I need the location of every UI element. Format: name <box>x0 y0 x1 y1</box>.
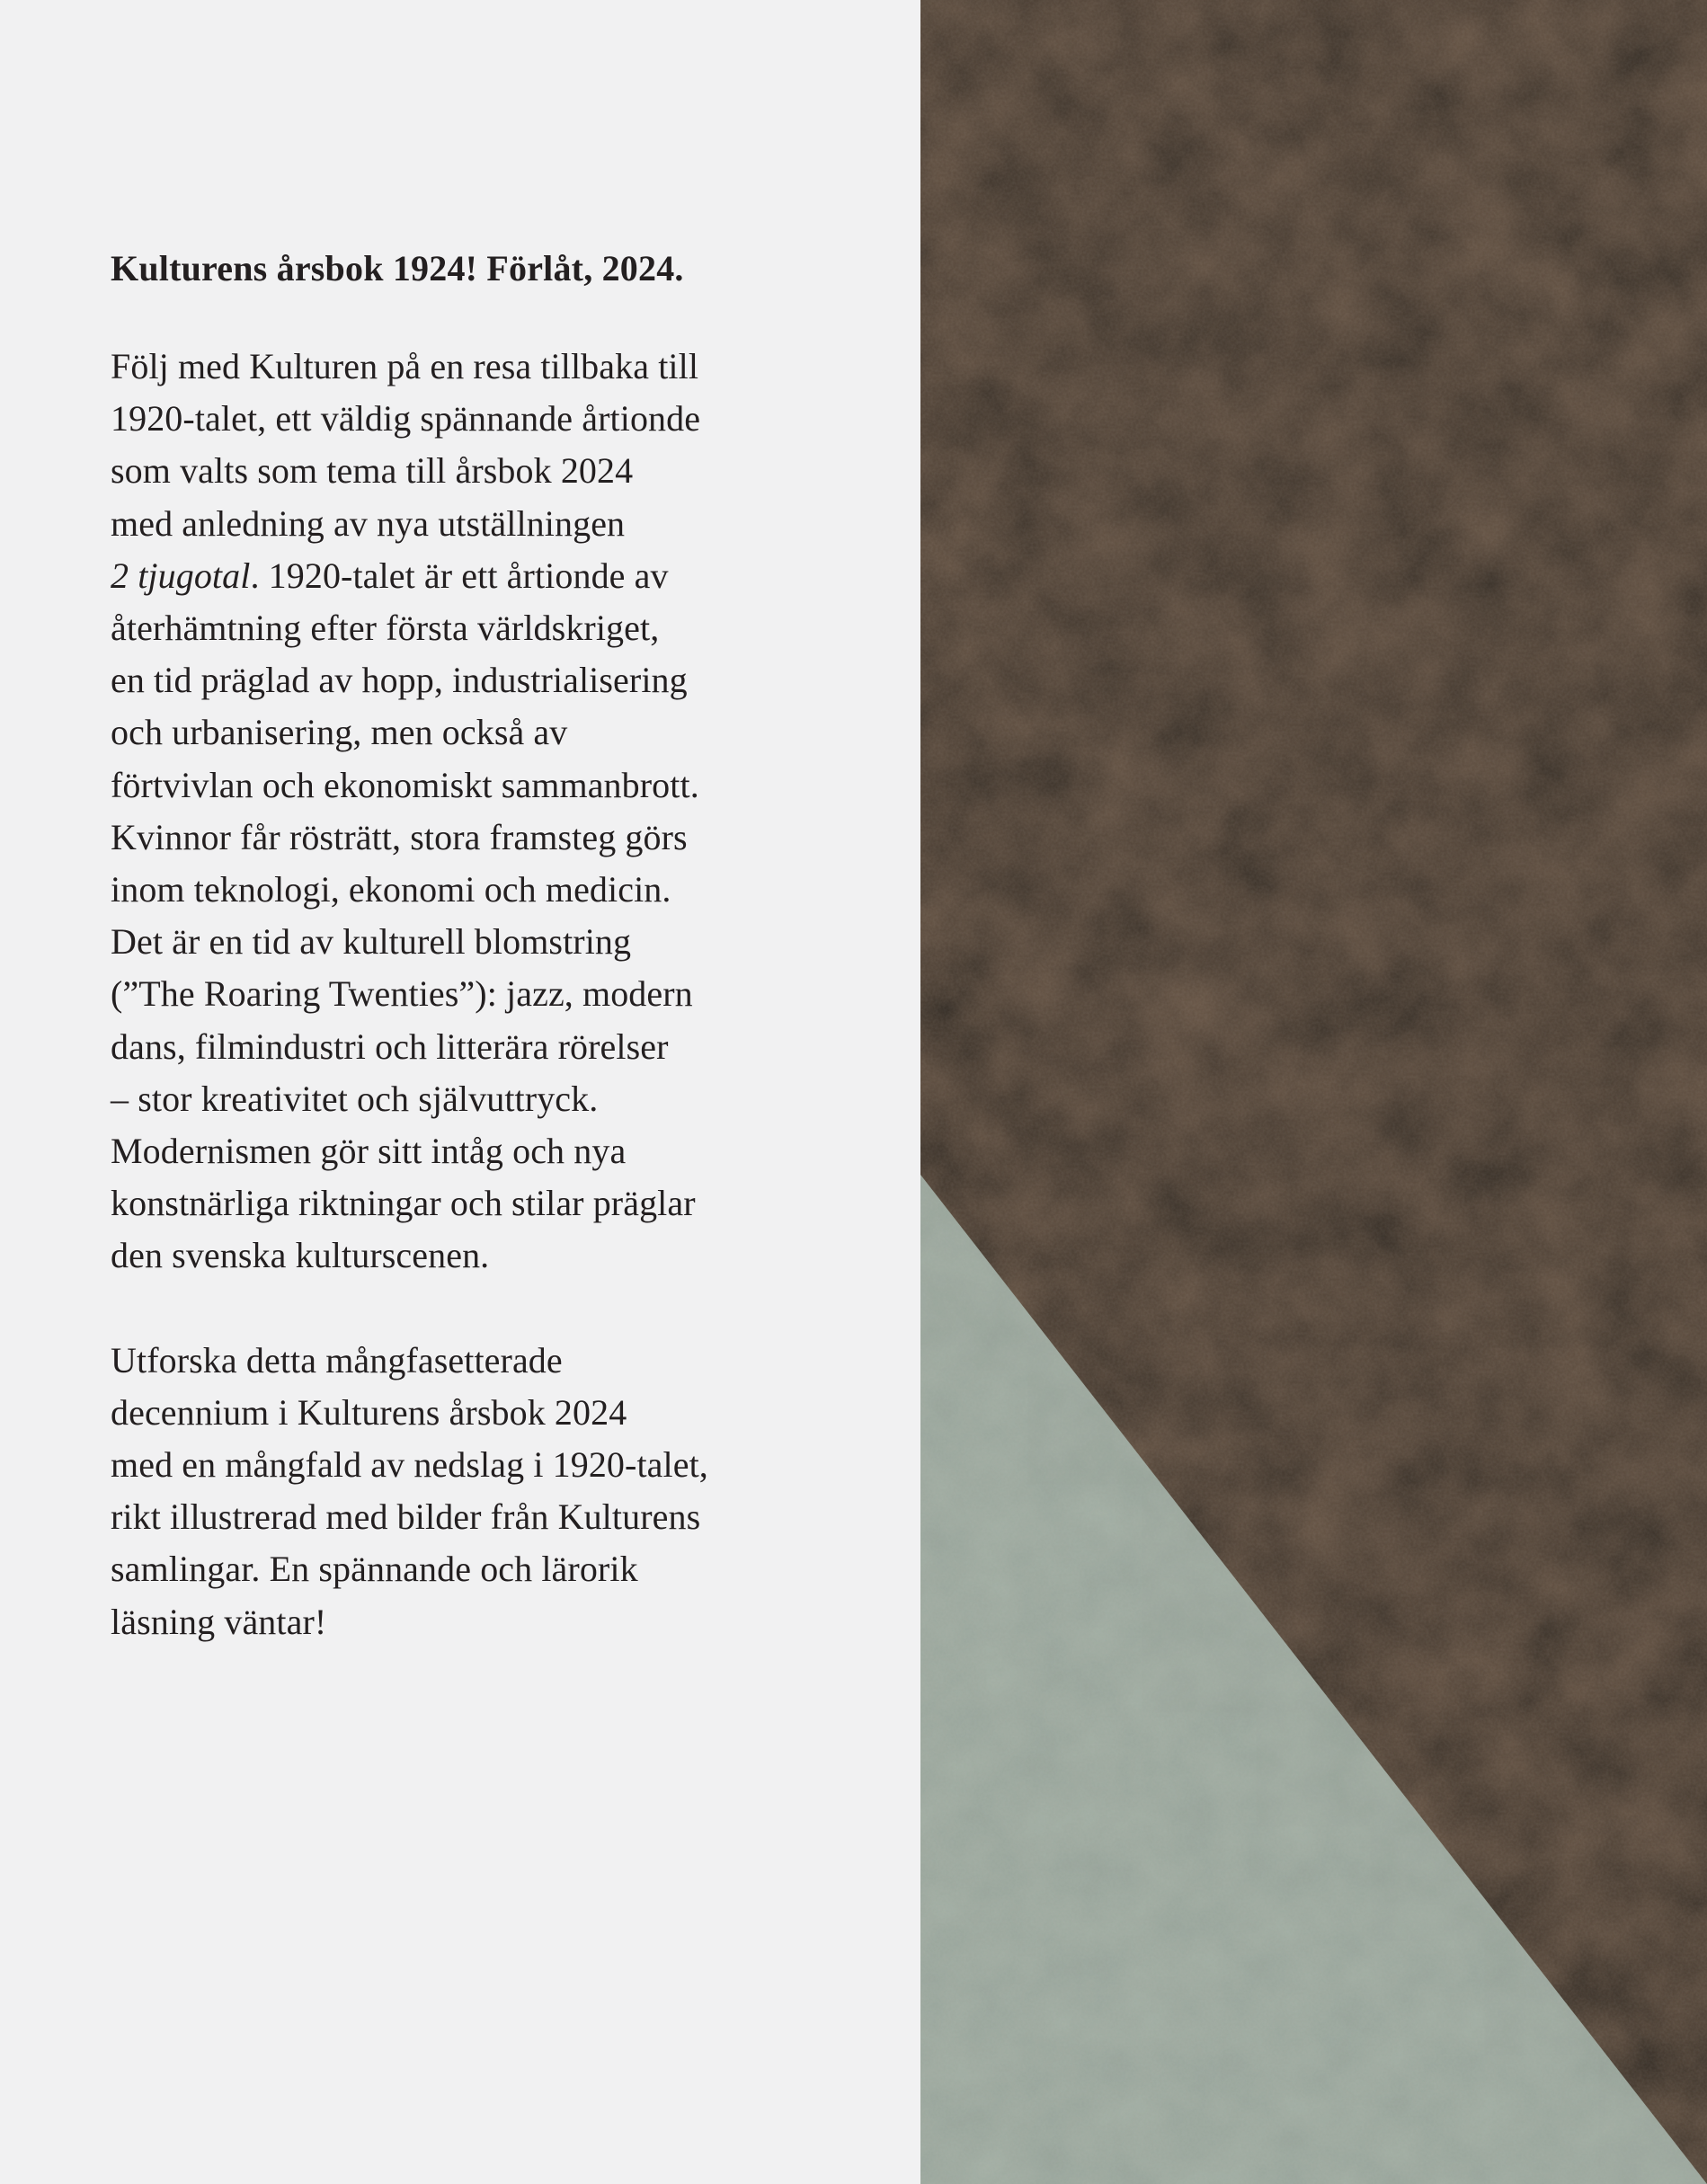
text-line: dans, filmindustri och litterära rörelser <box>111 1025 669 1067</box>
text-line: – stor kreativitet och självuttryck. <box>111 1078 599 1119</box>
text-line: rikt illustrerad med bilder från Kulturens <box>111 1496 701 1538</box>
text-line: en tid präglad av hopp, industrialisering <box>111 660 688 701</box>
text-line: med en mångfald av nedslag i 1920-talet, <box>111 1444 708 1486</box>
text-line: samlingar. En spännande och lärorik <box>111 1549 638 1590</box>
text-line: konstnärliga riktningar och stilar präglar <box>111 1183 696 1224</box>
heading: Kulturens årsbok 1924! Förlåt, 2024. <box>111 248 684 289</box>
text-line: 1920-talet, ett väldig spännande årtionde <box>111 398 701 439</box>
text-line: Följ med Kulturen på en resa tillbaka till <box>111 346 699 386</box>
artwork-svg <box>920 0 1707 2184</box>
text-line: decennium i Kulturens årsbok 2024 <box>111 1391 627 1433</box>
text-line: Kvinnor får rösträtt, stora framsteg görs <box>111 816 688 857</box>
text-line: och urbanisering, men också av <box>111 712 568 753</box>
text-line <box>111 550 830 602</box>
text-line: (”The Roaring Twenties”): jazz, modern <box>111 973 693 1015</box>
text-line-rest: . 1920-talet är ett årtionde av <box>250 555 669 596</box>
paragraph-2 <box>111 1335 830 1648</box>
text-column <box>111 241 830 1648</box>
text-line: återhämtning efter första världskriget, <box>111 608 660 649</box>
text-line: Modernismen gör sitt intåg och nya <box>111 1131 627 1172</box>
text-line: som valts som tema till årsbok 2024 <box>111 450 634 492</box>
text-line: Utforska detta mångfasetterade <box>111 1339 563 1381</box>
text-line: den svenska kulturscenen. <box>111 1235 490 1276</box>
exhibition-title: 2 tjugotal <box>111 555 251 596</box>
textured-artwork-panel <box>920 0 1707 2184</box>
text-line: Det är en tid av kulturell blomstring <box>111 921 632 963</box>
text-line: läsning väntar! <box>111 1601 327 1642</box>
text-line: förtvivlan och ekonomiskt sammanbrott. <box>111 764 699 805</box>
text-line: med anledning av nya utställningen <box>111 502 626 544</box>
text-line: inom teknologi, ekonomi och medicin. <box>111 869 671 910</box>
paragraph-1 <box>111 341 830 1283</box>
